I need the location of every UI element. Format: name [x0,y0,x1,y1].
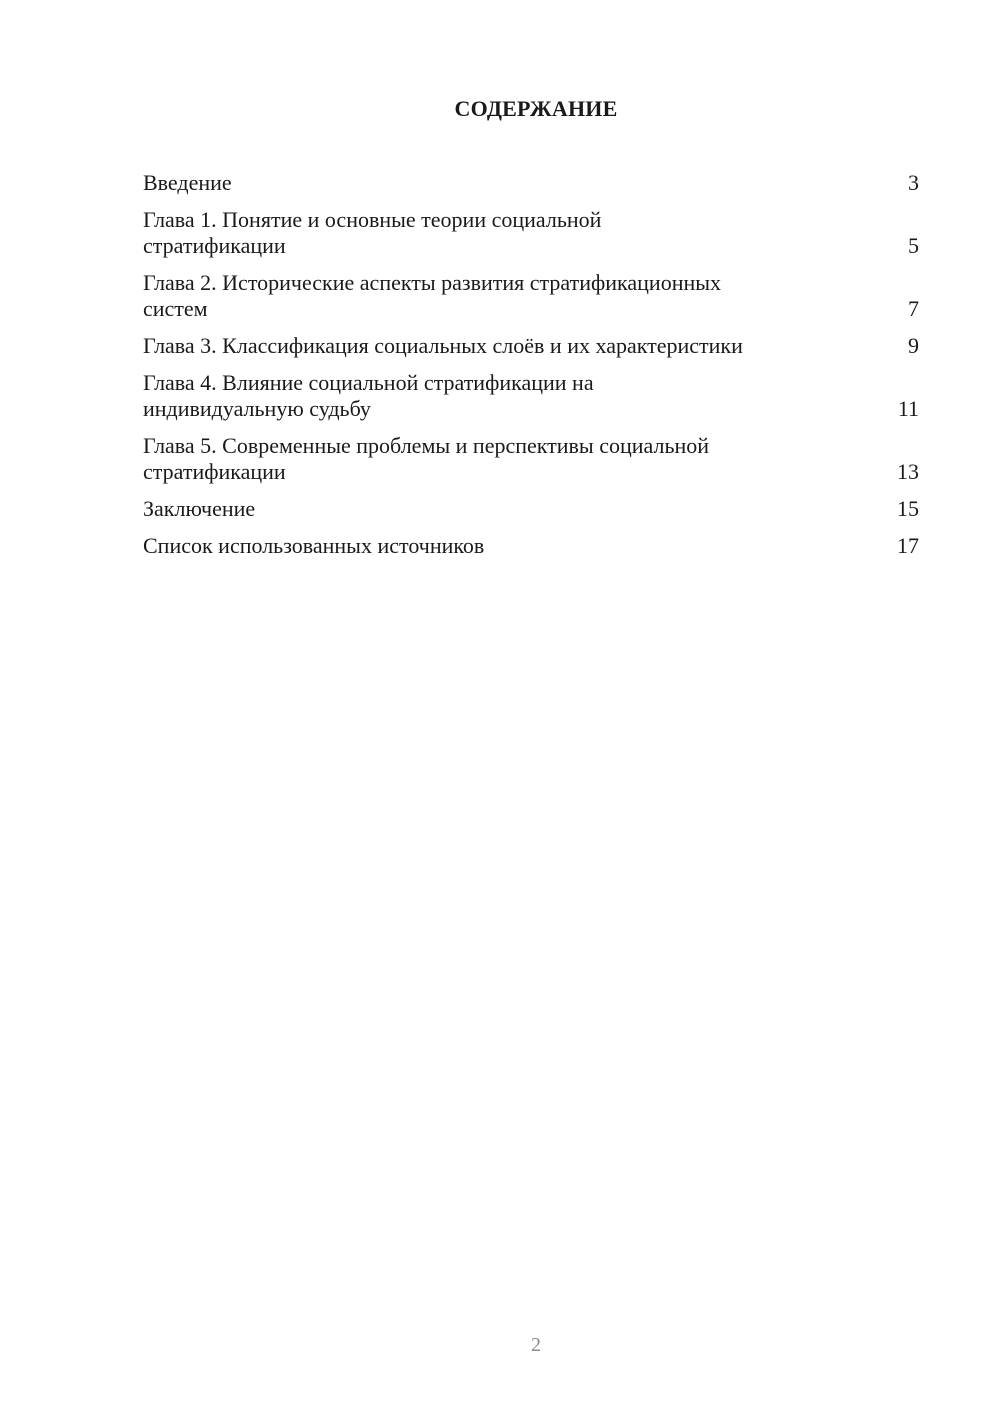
toc-item-line: Введение [143,170,232,195]
toc-item-introduction[interactable] [143,170,919,196]
toc-item-label [143,170,889,196]
toc-item-line: стратификации [143,459,286,484]
toc-item-label [143,270,889,322]
toc-item-chapter-1[interactable] [143,207,919,259]
toc-item-label [143,433,889,485]
toc-item-line: Список использованных источников [143,533,485,558]
toc-item-page: 11 [897,396,919,421]
toc-item-label [143,370,889,422]
toc-item-line: Глава 5. Современные проблемы и перспективы социальной [143,433,710,458]
toc-item-line: Глава 3. Классификация социальных слоёв и их характеристики [143,333,743,358]
toc-item-chapter-4[interactable] [143,370,919,422]
toc-item-page: 5 [908,233,919,258]
toc-item-line: Заключение [143,496,256,521]
toc-item-line: Глава 1. Понятие и основные теории социальной [143,207,602,232]
toc-item-line: Глава 2. Исторические аспекты развития стратификационных [143,270,722,295]
toc-item-conclusion[interactable] [143,496,919,522]
toc-item-chapter-2[interactable] [143,270,919,322]
toc-item-references[interactable] [143,533,919,559]
toc-item-line: стратификации [143,233,286,258]
toc-item-page: 15 [897,496,919,521]
toc-item-page: 17 [897,533,919,558]
toc-item-page: 13 [897,459,919,484]
toc-item-page: 7 [908,296,919,321]
toc-item-line: систем [143,296,208,321]
toc-item-line: индивидуальную судьбу [143,396,371,421]
toc-item-page: 3 [908,170,919,195]
page-number: 2 [531,1334,541,1356]
toc-item-label [143,333,889,359]
toc-item-page: 9 [908,333,919,358]
toc-item-chapter-3[interactable] [143,333,919,359]
toc-item-label [143,496,889,522]
toc-item-line: Глава 4. Влияние социальной стратификации на [143,370,594,395]
toc-item-chapter-5[interactable] [143,433,919,485]
page-title: СОДЕРЖАНИЕ [454,96,618,121]
table-of-contents [143,170,919,570]
toc-item-label [143,207,889,259]
toc-item-label [143,533,889,559]
